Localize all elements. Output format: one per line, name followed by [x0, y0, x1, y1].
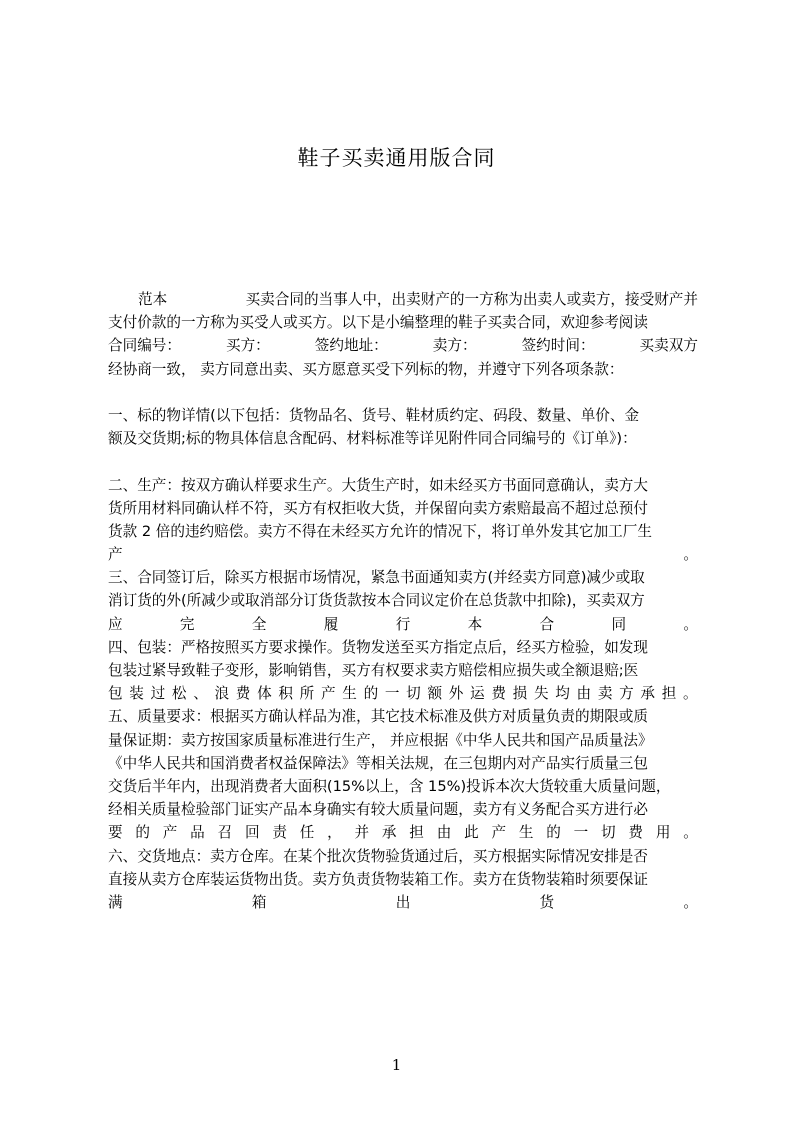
section1-line-2: 额及交货期;标的物具体信息含配码、材料标准等详见附件同合同编号的《订单》)：: [108, 430, 637, 448]
justified-char: 出: [395, 893, 411, 911]
justified-char: 的: [546, 824, 561, 842]
section2-line-4: [108, 543, 698, 566]
justified-char: 方: [619, 685, 634, 703]
section5-line-5: 经相关质量检验部门证实产品本身确实有较大质量问题，卖方有义务配合买方进行必: [108, 801, 648, 819]
justified-char: 。: [683, 546, 698, 564]
justified-char: 货: [539, 893, 555, 911]
justified-char: 箱: [251, 893, 267, 911]
section5-line-3: 《中华人民共和国消费者权益保障法》等相关法规，在三包期内对产品实行质量三包: [108, 754, 648, 772]
justified-char: 担: [409, 824, 424, 842]
section4-line-1: 四、包装：严格按照买方要求操作。货物发送至买方指定点后，经买方检验，如发现: [108, 638, 648, 656]
justified-char: 生: [342, 685, 357, 703]
justified-char: 的: [135, 824, 150, 842]
justified-char: 卖: [597, 685, 613, 703]
justified-char: 行: [395, 615, 411, 633]
justified-char: 履: [323, 615, 339, 633]
justified-char: 的: [363, 685, 379, 703]
spacer: [108, 450, 698, 473]
justified-char: 产: [162, 824, 178, 842]
justified-char: 同: [611, 615, 627, 633]
justified-char: 此: [464, 824, 479, 842]
section5-line-6: [108, 821, 698, 844]
justified-char: 并: [354, 824, 370, 842]
justified-char: 浪: [214, 685, 230, 703]
justified-char: 费: [235, 685, 251, 703]
justified-char: 召: [217, 824, 233, 842]
justified-char: 。: [683, 893, 698, 911]
justified-char: 担: [661, 685, 677, 703]
justified-char: 失: [533, 685, 549, 703]
justified-char: 产: [320, 685, 336, 703]
justified-char: 回: [244, 824, 260, 842]
justified-char: 过: [150, 685, 166, 703]
justified-char: 包: [108, 685, 123, 703]
section2-line-1: 二、生产：按双方确认样要求生产。大货生产时，如未经买方书面同意确认，卖方大: [108, 476, 648, 494]
contract-number-label: 合同编号：: [108, 337, 181, 355]
section2-line-3: 货款 2 倍的违约赔偿。卖方不得在未经买方允许的情况下，将订单外发其它加工厂生: [108, 522, 652, 540]
justified-char: 均: [555, 685, 570, 703]
justified-char: 。: [683, 615, 698, 633]
intro-fanben: 范本: [138, 291, 168, 308]
justified-char: 由: [436, 824, 452, 842]
justified-char: 用: [655, 824, 671, 842]
justified-char: 。: [683, 685, 698, 703]
section3-line-3: [108, 613, 698, 636]
section4-line-3: [108, 682, 698, 705]
both-parties-text: 买卖双方: [639, 337, 698, 355]
justified-char: 要: [108, 824, 123, 842]
section6-line-3: [108, 891, 698, 914]
justified-char: 。: [683, 824, 698, 842]
justified-char: 满: [108, 893, 123, 911]
justified-char: 承: [640, 685, 656, 703]
sign-address-label: 签约地址：: [314, 337, 388, 355]
justified-char: 积: [278, 685, 293, 703]
justified-char: 承: [381, 824, 397, 842]
section3-line-2: 消订货的外(所减少或取消部分订货货款按本合同议定价在总货款中扣除)，买卖双方: [108, 592, 645, 610]
justified-char: 外: [448, 685, 464, 703]
justified-char: 费: [491, 685, 506, 703]
spacer: [108, 381, 698, 404]
sign-time-label: 签约时间：: [521, 337, 595, 355]
buyer-label: 买方：: [225, 337, 270, 355]
intro-line-2: 支付价款的一方称为买受人或买方。以下是小编整理的鞋子买卖合同，欢迎参考阅读: [108, 314, 648, 332]
justified-char: 完: [179, 615, 195, 633]
justified-char: 应: [108, 615, 123, 633]
intro-line-4: 经协商一致， 卖方同意出卖、买方愿意买受下列标的物，并遵守下列各项条款：: [108, 360, 624, 378]
intro-text: 买卖合同的当事人中，出卖财产的一方称为出卖人或卖方，接受财产并: [245, 291, 698, 308]
justified-char: 损: [512, 685, 528, 703]
document-body: [108, 288, 698, 914]
justified-char: 本: [467, 615, 483, 633]
justified-char: 任: [299, 824, 315, 842]
justified-char: ，: [327, 824, 342, 842]
justified-char: 责: [272, 824, 287, 842]
justified-char: 生: [518, 824, 534, 842]
justified-char: 一: [573, 824, 589, 842]
justified-char: 额: [427, 685, 443, 703]
section5-line-1: 五、质量要求：根据买方确认样品为准，其它技术标准及供方对质量负责的期限或质: [108, 708, 648, 726]
justified-char: 一: [384, 685, 400, 703]
document-title: 鞋子买卖通用版合同: [297, 146, 496, 170]
justified-char: 体: [257, 685, 272, 703]
justified-char: 装: [129, 685, 144, 703]
section6-line-2: 直接从卖方仓库装运货物出货。卖方负责货物装箱工作。卖方在货物装箱时须要保证: [108, 870, 648, 888]
intro-line-3: [108, 334, 698, 357]
section1-line-1: 一、标的物详情(以下包括：货物品名、货号、鞋材质约定、码段、数量、单价、金: [108, 406, 640, 424]
justified-char: 费: [628, 824, 644, 842]
justified-char: 运: [470, 685, 485, 703]
section5-line-4: 交货后半年内，出现消费者大面积(15%以上，含 15%)投诉本次大货较重大质量问题，: [108, 777, 671, 795]
section2-line-2: 货所用材料同确认样不符，买方有权拒收大货，并保留向卖方索赔最高不超过总预付: [108, 499, 648, 517]
justified-char: 、: [193, 685, 208, 703]
section4-line-2: 包装过紧导致鞋子变形，影响销售，买方有权要求卖方赔偿相应损失或全额退赔;医: [108, 662, 639, 679]
section6-line-1: 六、交货地点：卖方仓库。在某个批次货物验货通过后，买方根据实际情况安排是否: [108, 847, 648, 865]
justified-char: 由: [576, 685, 592, 703]
justified-char: 产: [108, 546, 123, 564]
section5-line-2: 量保证期：卖方按国家质量标准进行生产， 并应根据《中华人民共和国产品质量法》: [108, 731, 653, 749]
justified-char: 合: [539, 615, 555, 633]
intro-line-1: [108, 288, 698, 311]
justified-char: 切: [406, 685, 421, 703]
justified-char: 品: [190, 824, 205, 842]
seller-label: 卖方：: [432, 337, 477, 355]
page-number: 1: [391, 1056, 402, 1074]
justified-char: 松: [171, 685, 187, 703]
justified-char: 产: [491, 824, 507, 842]
section3-line-1: 三、合同签订后，除买方根据市场情况，紧急书面通知卖方(并经卖方同意)减少或取: [108, 569, 645, 587]
justified-char: 全: [251, 615, 267, 633]
justified-char: 切: [601, 824, 616, 842]
justified-char: 所: [299, 685, 315, 703]
